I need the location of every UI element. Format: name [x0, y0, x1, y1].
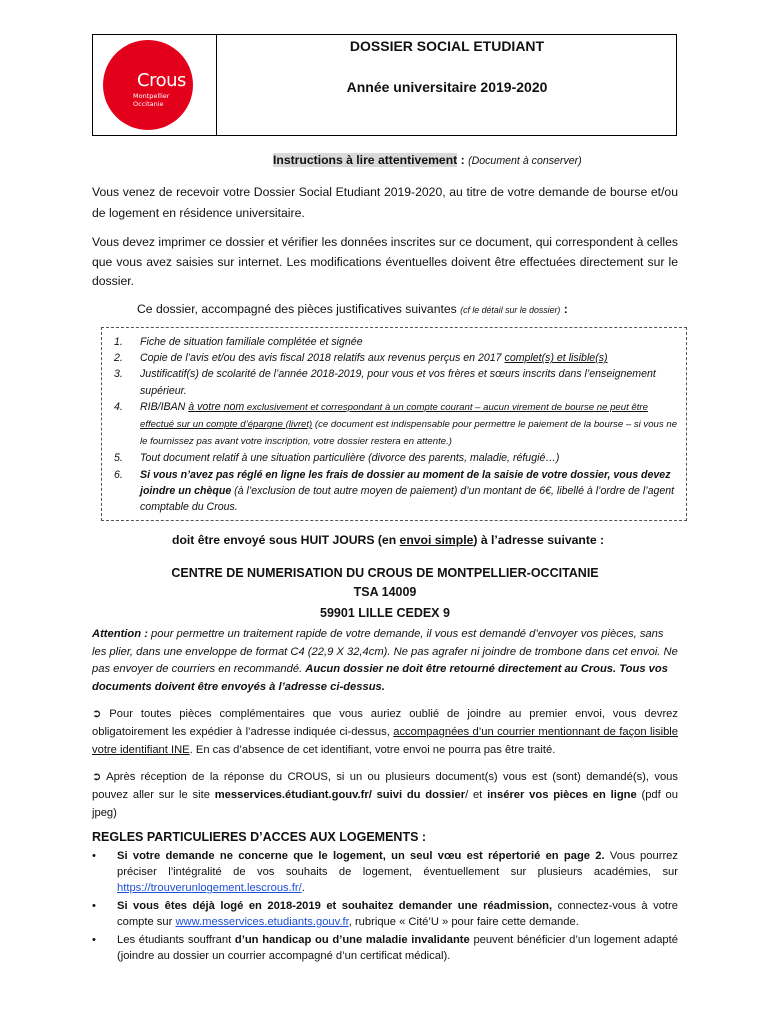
list-item: 1. Fiche de situation familiale complétée et signée — [114, 336, 363, 348]
bullet-icon: • — [92, 934, 96, 946]
intro-paragraph-1: Vous venez de recevoir votre Dossier Social Etudiant 2019-2020, au titre de votre demande de bourse et/ou de logement en résidence universitaire. — [92, 185, 678, 220]
document-title: DOSSIER SOCIAL ETUDIANT — [349, 38, 545, 54]
arrow-icon: ➲ — [92, 708, 102, 720]
list-item: 4. RIB/IBAN à votre nom exclusivement et correspondant à un compte courant – aucun virement de bourse ne peut être effectué sur un compte d’épargne (livret) (ce document est indispensable pour permettre le paiement de la bourse – si vous ne le fournissez pas avant votre inscription, votre dossier restera en attente.) — [114, 400, 678, 448]
attention-paragraph: Attention : pour permettre un traitement rapide de votre demande, il vous est demandé d’envoyer vos pièces, sans les plier, dans une enveloppe de format C4 (22,9 X 32,4cm). Ne pas agrafer ni joindre de trombone dans cet envoi. Ne pas envoyer de courriers en recommandé. Aucun dossier ne doit être retourné directement au Crous. Tous vos documents doivent être envoyés à l’adresse ci-dessus. — [92, 628, 678, 693]
intro-paragraph-3: Ce dossier, accompagné des pièces justificatives suivantes (cf le détail sur le dossier) : — [137, 302, 568, 316]
logo-text: Crous — [137, 70, 186, 91]
instructions-note: (Document à conserver) — [468, 155, 582, 167]
rules-title: REGLES PARTICULIERES D’ACCES AUX LOGEMENTS : — [92, 830, 427, 844]
list-item: 6. Si vous n’avez pas réglé en ligne les frais de dossier au moment de la saisie de votre dossier, vous devez joindre un chèque (à l’exclusion de tout autre moyen de paiement) d’un montant de 6€, libellé à l’ordre de l’agent comptable du Crous. — [114, 468, 675, 514]
list-item: • Les étudiants souffrant d’un handicap ou d’une maladie invalidante peuvent bénéficier d’un logement adapté (joindre au dossier un courrier accompagné d’un certificat médical). — [92, 934, 678, 962]
address-line-3: 59901 LILLE CEDEX 9 — [320, 606, 450, 620]
list-item: 3. Justificatif(s) de scolarité de l’année 2018-2019, pour vous et vos frères et sœurs inscrits dans l’enseignement supérieur. — [114, 368, 656, 397]
messervices-link[interactable]: www.messervices.etudiants.gouv.fr — [175, 916, 349, 928]
complement-paragraph: ➲ Pour toutes pièces complémentaires que vous auriez oublié de joindre au premier envoi, vous devrez obligatoirement les expédier à l’adresse indiquée ci-dessus, accompagnées d’un courrier mentionnant de façon lisible votre identifiant INE. En cas d’absence de cet identifiant, votre envoi ne pourra pas être traité. — [92, 708, 679, 756]
instructions-label: Instructions à lire attentivement — [273, 153, 458, 167]
bullet-icon: • — [92, 850, 96, 862]
documents-list-box — [101, 327, 687, 521]
documents-list — [102, 328, 686, 515]
address-line-2: TSA 14009 — [353, 585, 417, 599]
address-line-1: CENTRE DE NUMERISATION DU CROUS DE MONTPELLIER-OCCITANIE — [171, 566, 599, 580]
arrow-icon: ➲ — [92, 771, 102, 783]
list-item: 5. Tout document relatif à une situation particulière (divorce des parents, maladie, réfugié…) — [114, 452, 560, 465]
list-item: 2. Copie de l’avis et/ou des avis fiscal 2018 relatifs aux revenus perçus en 2017 complet(s) et lisible(s) — [114, 352, 608, 365]
crous-logo — [103, 40, 193, 130]
attention-label: Attention : — [92, 628, 148, 640]
academic-year: Année universitaire 2019-2020 — [346, 79, 548, 95]
instructions-line: Instructions à lire attentivement : (Document à conserver) — [273, 153, 582, 167]
bullet-icon: • — [92, 900, 96, 912]
intro-paragraph-2: Vous devez imprimer ce dossier et vérifier les données inscrites sur ce document, qui correspondent à celles que vous avez saisies sur internet. Les modifications éventuelles doivent être effectuées directement sur le dossier. — [92, 235, 678, 288]
reception-paragraph: ➲ Après réception de la réponse du CROUS, si un ou plusieurs document(s) vous est (sont) demandé(s), vous pouvez aller sur le site messervices.étudiant.gouv.fr/ suivi du dossier/ et insérer vos pièces en ligne (pdf ou jpeg) — [92, 771, 678, 819]
list-item: • Si votre demande ne concerne que le logement, un seul vœu est répertorié en page 2. Vous pourrez préciser l’intégralité de vos souhaits de logement, éventuellement sur plusieurs académies, sur https://trouverunlogement.lescrous.fr/. — [92, 850, 678, 894]
list-item: • Si vous êtes déjà logé en 2018-2019 et souhaitez demander une réadmission, connectez-vous à votre compte sur www.messervices.etudiants.gouv.fr, rubrique « Cité’U » pour faire cette demande. — [92, 900, 678, 928]
logo-subtext: Montpellier Occitanie — [133, 92, 170, 108]
rules-list — [92, 848, 678, 964]
send-instruction: doit être envoyé sous HUIT JOURS (en envoi simple) à l’adresse suivante : — [172, 533, 605, 547]
trouverunlogement-link[interactable]: https://trouverunlogement.lescrous.fr/ — [117, 882, 302, 894]
